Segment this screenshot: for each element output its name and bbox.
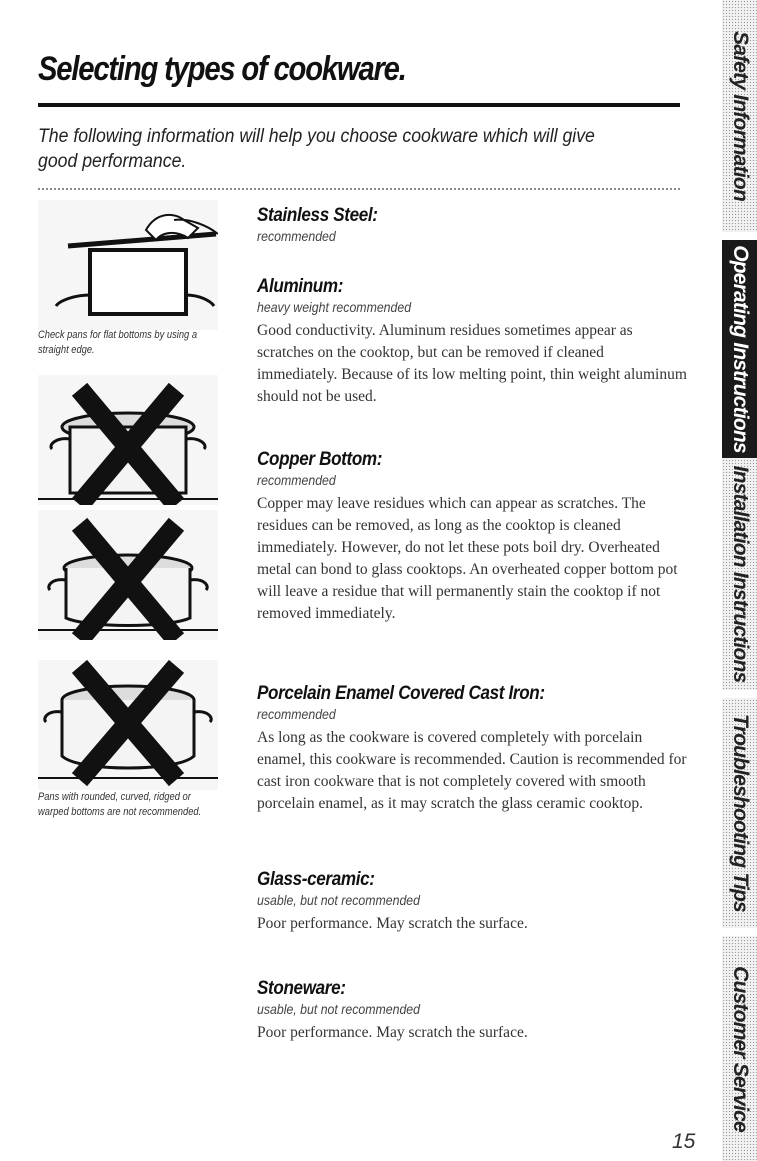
cookware-heading: Stoneware: [257, 978, 346, 999]
cookware-heading: Aluminum: [257, 276, 344, 297]
cookware-heading: Glass-ceramic: [257, 869, 375, 890]
cookware-heading: Copper Bottom: [257, 449, 383, 470]
tab-installation-instructions[interactable] [722, 458, 757, 690]
tab-safety-information[interactable] [722, 0, 757, 232]
pot-not-recommended-illustration-3 [38, 660, 218, 790]
page-number: 15 [672, 1130, 696, 1153]
page-title: Selecting types of cookware. [38, 50, 406, 88]
tab-gap [722, 928, 757, 936]
title-rule [38, 103, 680, 107]
section-tabs [722, 0, 757, 1161]
tab-label: Customer Service [728, 965, 752, 1132]
tab-troubleshooting-tips[interactable] [722, 698, 757, 928]
cookware-porcelain-enamel [257, 683, 687, 815]
straight-edge-caption: Check pans for flat bottoms by using a straight edge. [38, 329, 198, 356]
intro-text: The following information will help you choose cookware which will give good performance. [38, 126, 595, 172]
cookware-rating: recommended [257, 706, 336, 722]
cookware-copper-bottom [257, 449, 677, 625]
cookware-rating: usable, but not recommended [257, 1001, 421, 1017]
pot-not-recommended-illustration-2 [38, 510, 218, 640]
cookware-description: Good conductivity. Aluminum residues sometimes appear as scratches on the cooktop, but can be removed if cleaned immediately. Because of its low melting point, thin weight aluminum should not be used. [257, 322, 687, 405]
tab-label: Operating Instructions [728, 245, 752, 453]
not-recommended-caption: Pans with rounded, curved, ridged or warped bottoms are not recommended. [38, 791, 202, 818]
pan-straight-edge-illustration [38, 200, 218, 330]
cookware-description: Poor performance. May scratch the surface. [257, 915, 528, 932]
tab-label: Troubleshooting Tips [728, 714, 752, 912]
tab-label: Safety Information [728, 31, 752, 201]
tab-customer-service[interactable] [722, 936, 757, 1161]
tab-label: Installation Instructions [728, 465, 752, 683]
cookware-stoneware [257, 978, 677, 1044]
cookware-description: Copper may leave residues which can appear as scratches. The residues can be removed, as long as the cooktop is cleaned immediately. However, do not let these pots boil dry. Overheated metal can bond to glass cooktops. An overheated copper bottom pot will leave a residue that will permanently stain the cooktop if not removed immediately. [257, 495, 678, 622]
cookware-rating: heavy weight recommended [257, 299, 412, 315]
cookware-rating: recommended [257, 472, 336, 488]
tab-operating-instructions[interactable] [722, 240, 757, 458]
dotted-divider [38, 188, 680, 190]
cookware-description: As long as the cookware is covered completely with porcelain enamel, this cookware is recommended. Caution is recommended for cast iron cookware that is not completely covered with smooth porcelain enamel, as it may scratch the glass ceramic cooktop. [257, 729, 687, 812]
cookware-rating: recommended [257, 228, 336, 244]
tab-gap [722, 690, 757, 698]
cookware-description: Poor performance. May scratch the surface. [257, 1024, 528, 1041]
cookware-heading: Porcelain Enamel Covered Cast Iron: [257, 683, 545, 704]
cookware-heading: Stainless Steel: [257, 205, 378, 226]
cookware-glass-ceramic [257, 869, 677, 935]
cookware-stainless-steel [257, 205, 677, 249]
cookware-rating: usable, but not recommended [257, 892, 421, 908]
cookware-aluminum [257, 276, 687, 408]
pot-not-recommended-illustration-1 [38, 375, 218, 505]
tab-gap [722, 232, 757, 240]
